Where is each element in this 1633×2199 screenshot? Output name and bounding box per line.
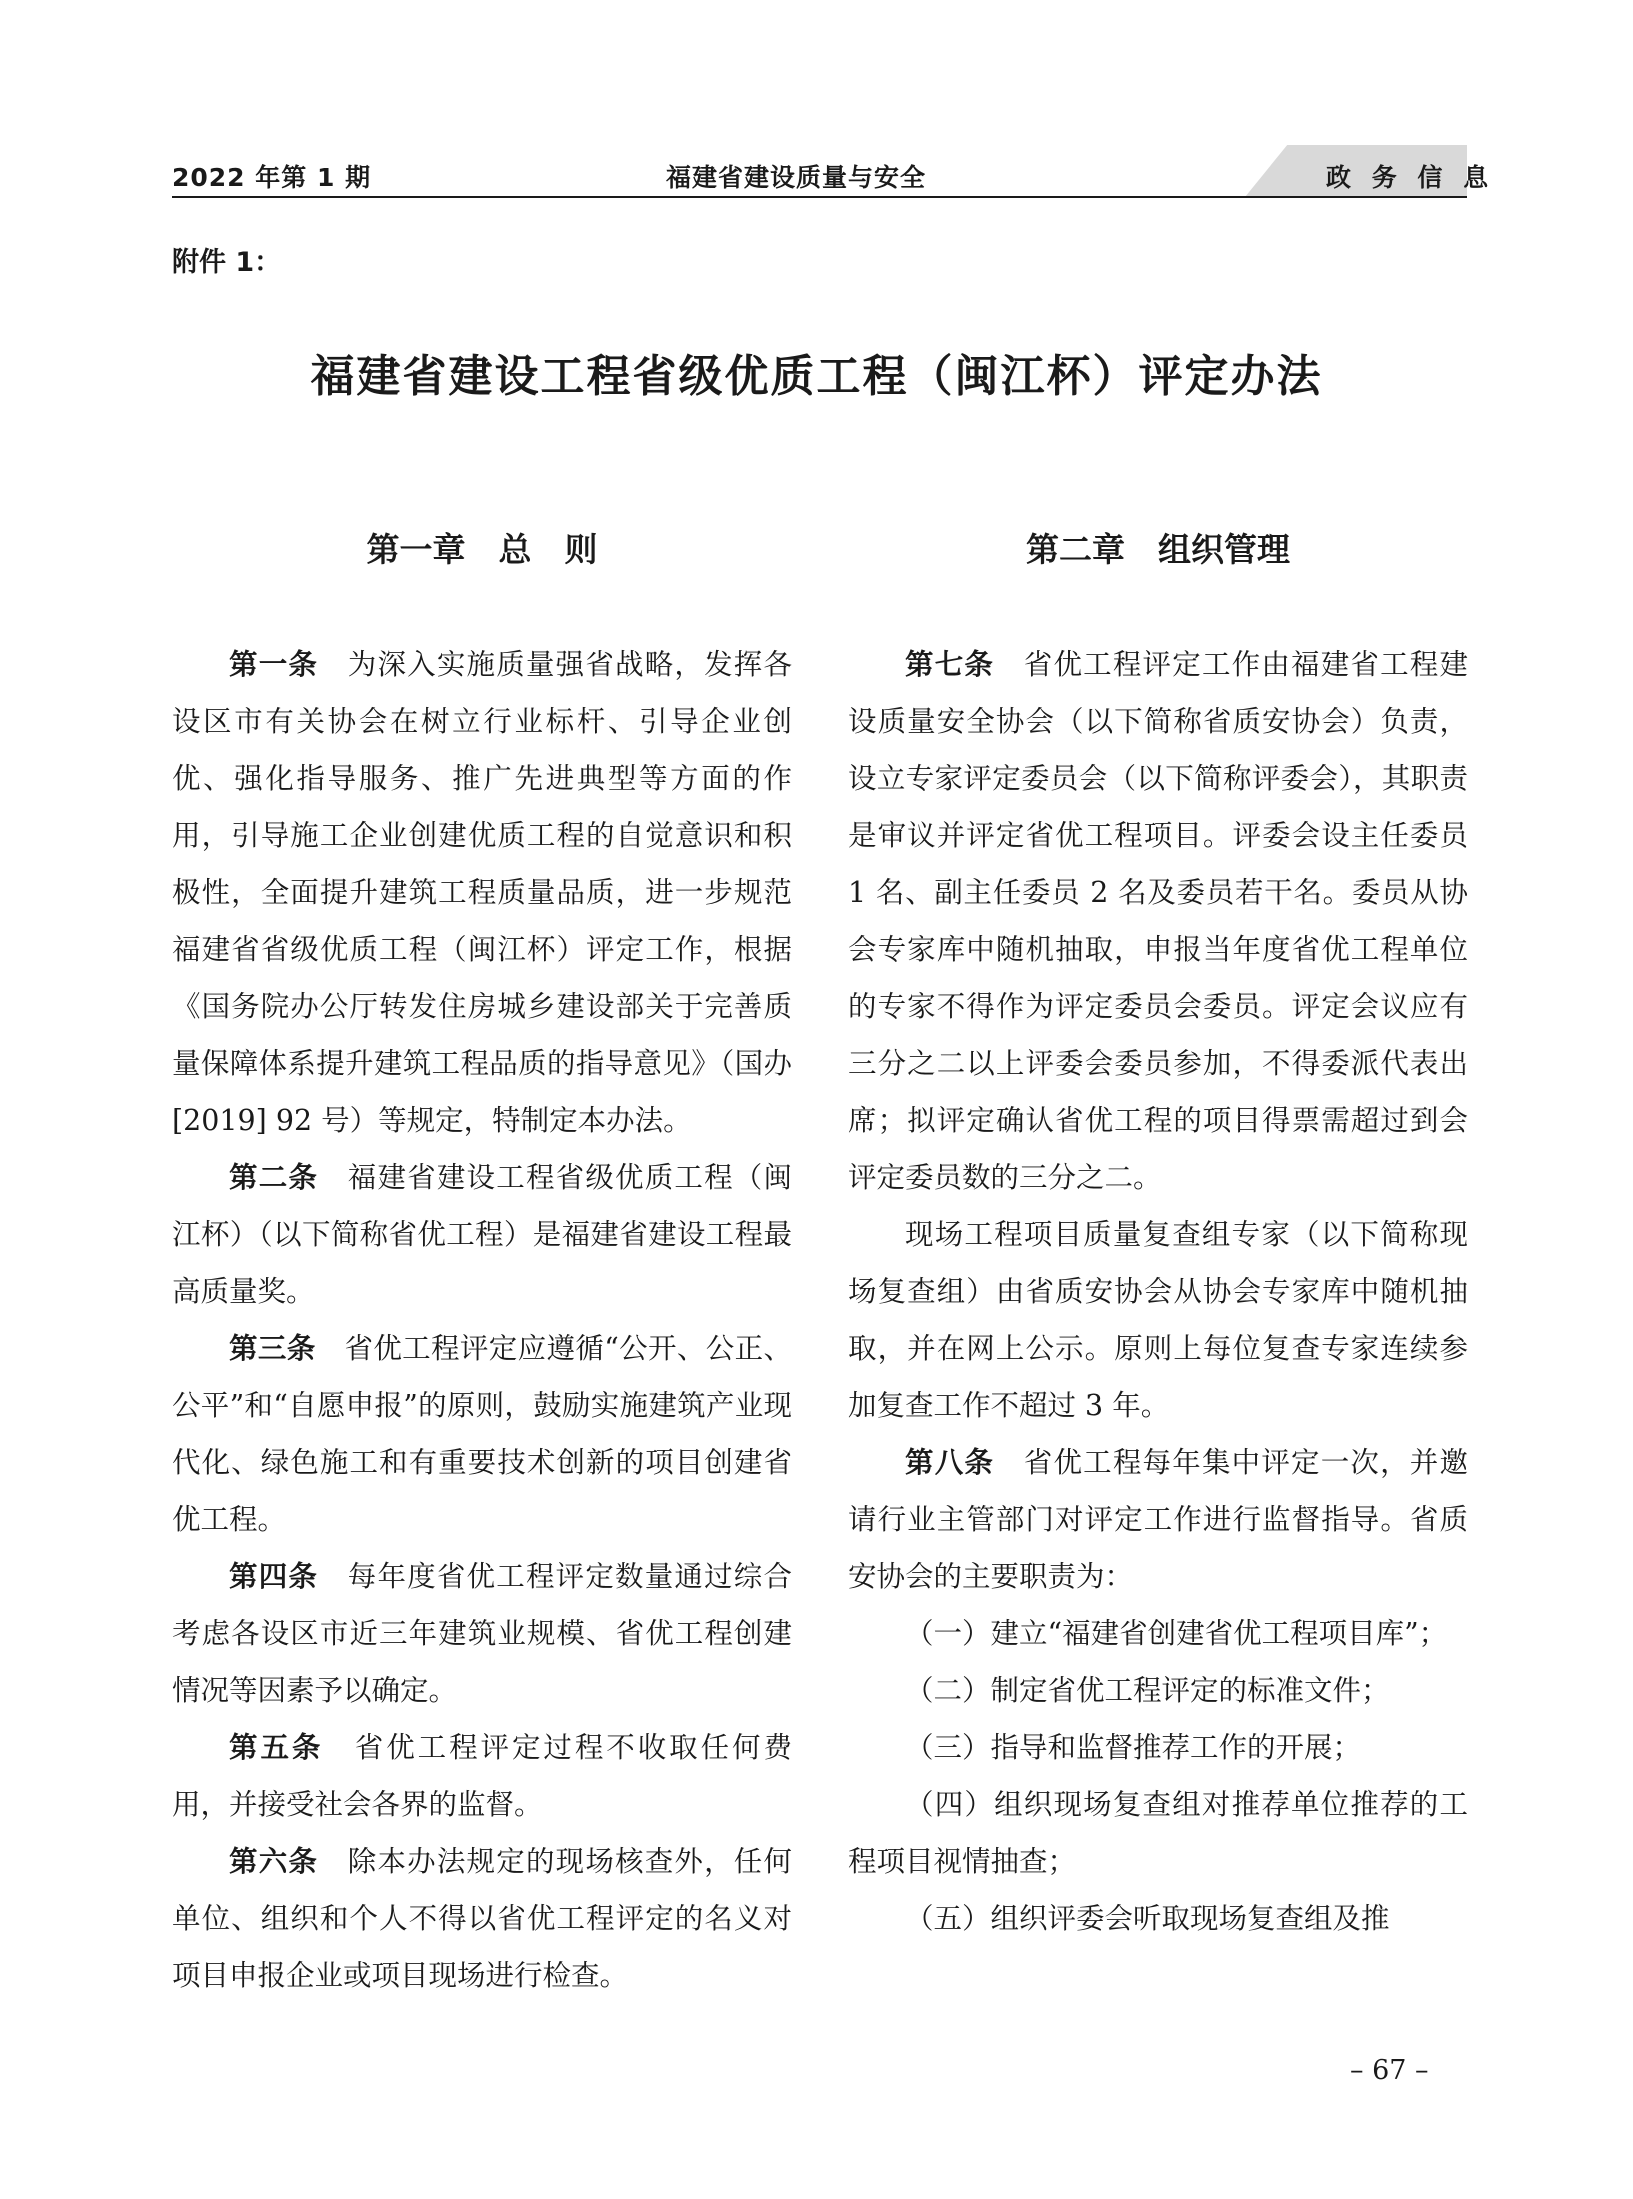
article-paragraph [848,1662,1468,1719]
article-text: （三）指导和监督推荐工作的开展； [905,1731,1362,1764]
article-number: 第七条 [905,648,995,681]
attachment-label: 附件 1： [172,247,282,278]
article-text: （一）建立“福建省创建省优工程项目库”； [905,1617,1448,1650]
section-label: 政 务 信 息 [1326,163,1495,192]
article-text: （四）组织现场复查组对推荐单位推荐的工程项目视情抽查； [848,1788,1468,1878]
article-paragraph [848,1206,1468,1434]
article-paragraph [848,1890,1468,1947]
article-paragraph [172,1833,792,2004]
article-paragraph [848,1434,1468,1605]
article-text: 现场工程项目质量复查组专家（以下简称现场复查组）由省质安协会从协会专家库中随机抽取，并在网上公示。原则上每位复查专家连续参加复查工作不超过 3 年。 [848,1218,1468,1422]
article-text: （二）制定省优工程评定的标准文件； [905,1674,1390,1707]
article-text: 省优工程评定过程不收取任何费用，并接受社会各界的监督。 [172,1731,792,1821]
paragraph-list [848,636,1468,1947]
chapter-heading: 第二章 组织管理 [1026,530,1290,569]
journal-title: 福建省建设质量与安全 [666,163,927,192]
article-text: 除本办法规定的现场核查外，任何单位、组织和个人不得以省优工程评定的名义对项目申报企业或项目现场进行检查。 [172,1845,792,1992]
article-text: 福建省建设工程省级优质工程（闽江杯）（以下简称省优工程）是福建省建设工程最高质量奖。 [172,1161,792,1308]
article-text: 省优工程评定应遵循“公开、公正、公平”和“自愿申报”的原则，鼓励实施建筑产业现代化、绿色施工和有重要技术创新的项目创建省优工程。 [172,1332,792,1536]
article-paragraph [848,636,1468,1206]
article-text: 省优工程每年集中评定一次，并邀请行业主管部门对评定工作进行监督指导。省质安协会的主要职责为： [848,1446,1468,1593]
article-number: 第二条 [229,1161,319,1194]
chapter-heading: 第一章 总 则 [366,530,598,569]
article-paragraph [172,1548,792,1719]
left-column [172,528,792,2004]
article-number: 第五条 [229,1731,324,1764]
article-number: 第一条 [229,648,319,681]
paragraph-list [172,636,792,2004]
article-text: 每年度省优工程评定数量通过综合考虑各设区市近三年建筑业规模、省优工程创建情况等因素予以确定。 [172,1560,792,1707]
right-column [848,528,1468,1947]
page-number: – 67 – [1350,2055,1429,2086]
header-rule [172,196,1467,198]
article-paragraph [172,1719,792,1833]
article-text: 为深入实施质量强省战略，发挥各设区市有关协会在树立行业标杆、引导企业创优、强化指导服务、推广先进典型等方面的作用，引导施工企业创建优质工程的自觉意识和积极性，全面提升建筑工程质量品质，进一步规范福建省省级优质工程（闽江杯）评定工作，根据《国务院办公厅转发住房城乡建设部关于完善质量保障体系提升建筑工程品质的指导意见》（国办 [2019] 92 号）等规定，特制定本办法。 [172,648,792,1137]
document-title: 福建省建设工程省级优质工程（闽江杯）评定办法 [310,351,1323,402]
article-paragraph [848,1776,1468,1890]
article-number: 第三条 [229,1332,316,1365]
article-paragraph [172,636,792,1149]
article-paragraph [172,1149,792,1320]
article-number: 第四条 [229,1560,319,1593]
article-paragraph [848,1605,1468,1662]
article-paragraph [172,1320,792,1548]
article-number: 第八条 [905,1446,995,1479]
article-text: （五）组织评委会听取现场复查组及推 [905,1902,1390,1935]
article-number: 第六条 [229,1845,319,1878]
journal-issue: 2022 年第 1 期 [172,163,372,192]
article-paragraph [848,1719,1468,1776]
article-text: 省优工程评定工作由福建省工程建设质量安全协会（以下简称省质安协会）负责，设立专家评定委员会（以下简称评委会），其职责是审议并评定省优工程项目。评委会设主任委员 1 名、副主任委员 2 名及委员若干名。委员从协会专家库中随机抽取，申报当年度省优工程单位的专家不得作为评定委员会委员。评定会议应有三分之二以上评委会委员参加，不得委派代表出席；拟评定确认省优工程的项目得票需超过到会评定委员数的三分之二。 [848,648,1468,1194]
